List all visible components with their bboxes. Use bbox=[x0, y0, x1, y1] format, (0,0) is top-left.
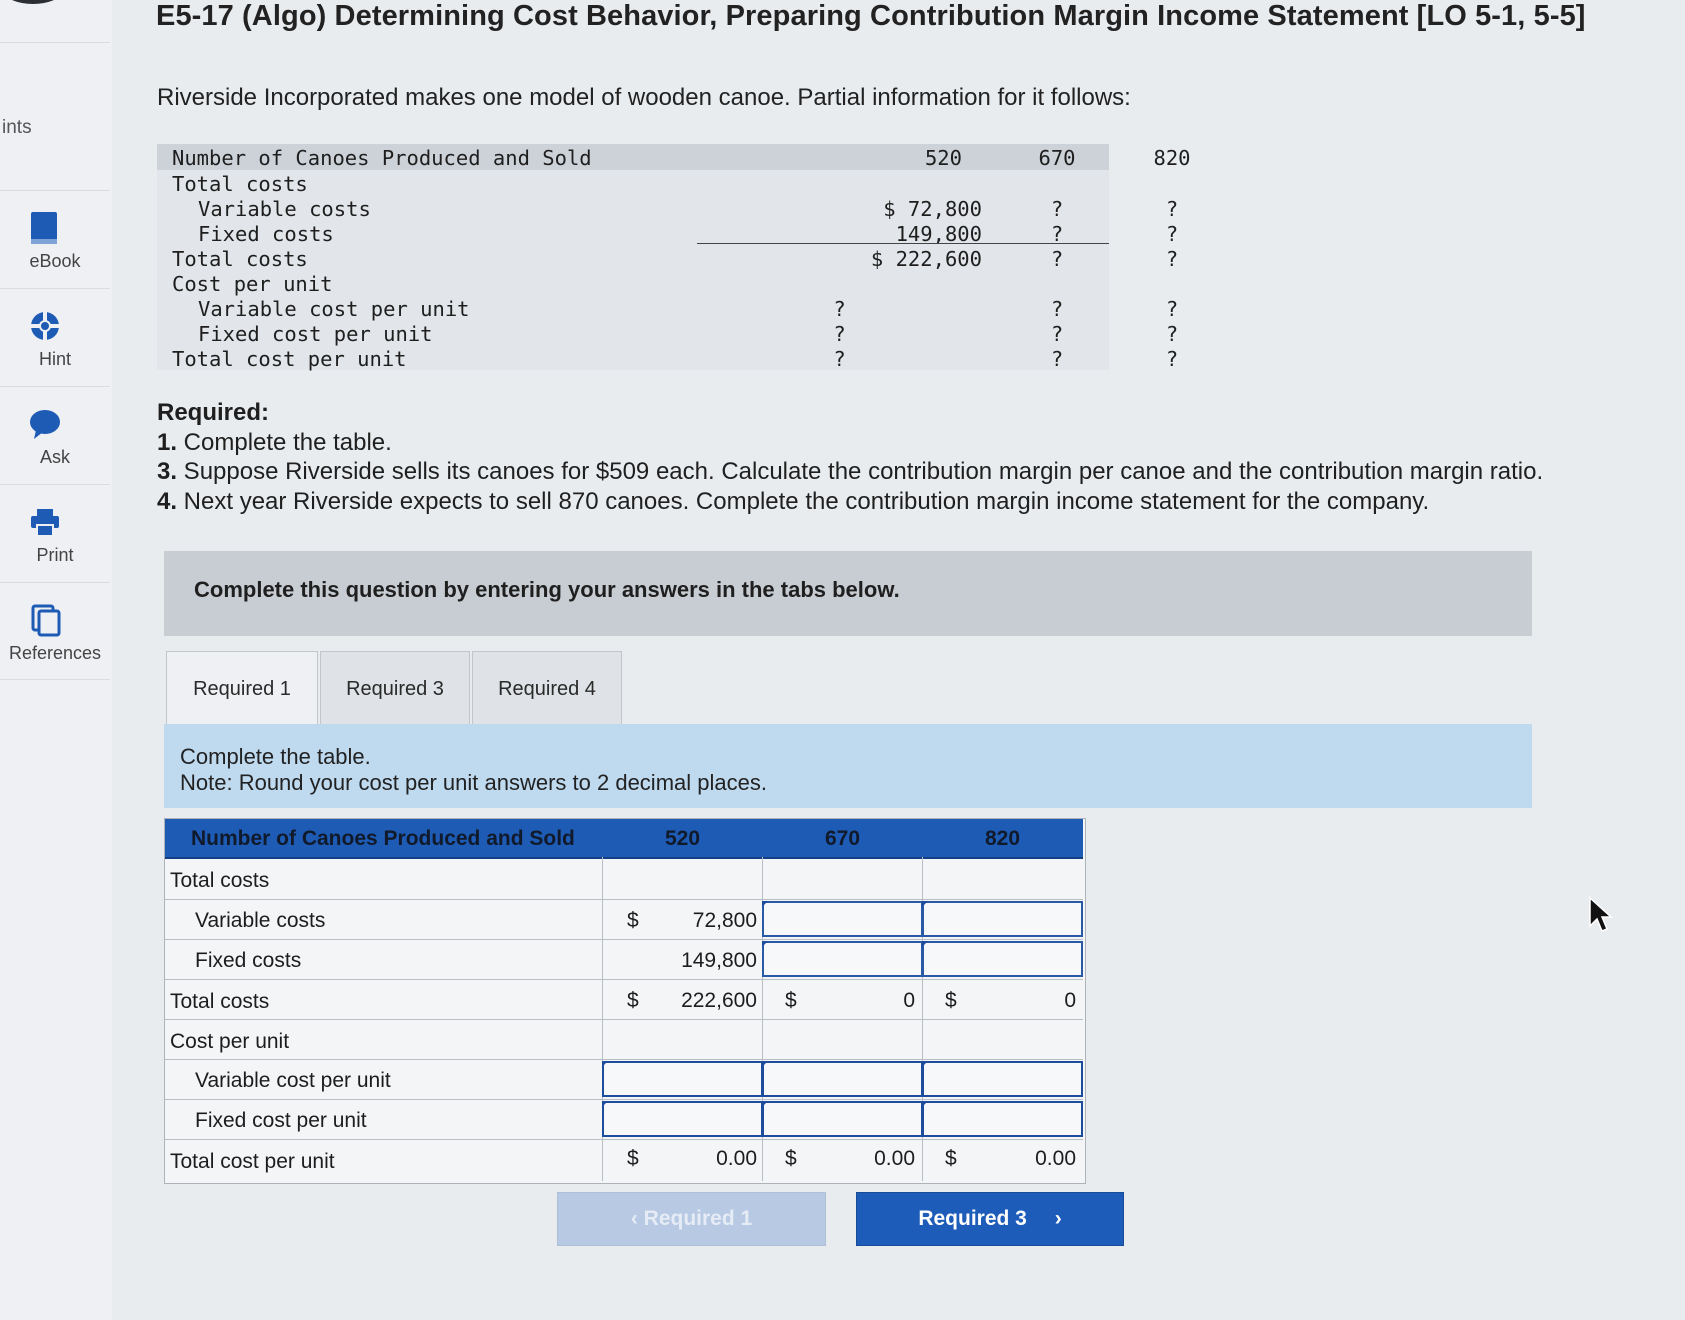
next-required-button[interactable] bbox=[856, 1192, 1124, 1246]
given-cell: ? bbox=[833, 347, 846, 371]
dollar-sign: $ bbox=[627, 1147, 639, 1170]
given-row-label: Total costs bbox=[172, 247, 308, 271]
variable-cost-per-unit-820-input[interactable] bbox=[922, 1061, 1083, 1097]
given-row-label: Total costs bbox=[172, 172, 308, 196]
references-icon bbox=[28, 601, 62, 639]
prev-required-button[interactable] bbox=[557, 1192, 826, 1246]
sidebar-points-label: ints bbox=[2, 117, 32, 138]
given-header-label: Number of Canoes Produced and Sold bbox=[172, 146, 592, 170]
row-label-total-costs-heading: Total costs bbox=[170, 869, 270, 892]
instruction-line: Complete the table. bbox=[180, 744, 371, 769]
row-divider bbox=[165, 939, 1083, 940]
dollar-sign: $ bbox=[945, 989, 957, 1012]
given-row bbox=[157, 170, 1109, 195]
requirement-text: Next year Riverside expects to sell 870 canoes. Complete the contribution margin income statement for the company. bbox=[177, 487, 1430, 515]
header-670: 670 bbox=[825, 827, 861, 850]
page-title: E5-17 (Algo) Determining Cost Behavior, Preparing Contribution Margin Income Statement [LO 5-1, 5-5] bbox=[156, 0, 1586, 32]
requirement-text: Complete the table. bbox=[177, 428, 392, 456]
sidebar-item-ebook[interactable] bbox=[0, 190, 110, 287]
given-cell: ? bbox=[1050, 197, 1064, 221]
fixed-cost-per-unit-520-input[interactable] bbox=[602, 1101, 763, 1137]
ask-icon bbox=[28, 405, 62, 443]
sidebar-item-label: References bbox=[8, 643, 102, 663]
tab-required-3[interactable]: Required 3 bbox=[320, 651, 470, 727]
row-label-variable-costs: Variable costs bbox=[195, 909, 326, 932]
given-row bbox=[157, 345, 1179, 371]
requirement-number: 4. bbox=[157, 487, 178, 515]
given-row bbox=[157, 245, 1179, 271]
variable-costs-820-input[interactable] bbox=[922, 901, 1083, 937]
tab-instructions bbox=[164, 724, 1532, 808]
sidebar-item-label: Print bbox=[36, 545, 74, 565]
given-cell: ? bbox=[1050, 247, 1064, 271]
tab-required-1[interactable]: Required 1 bbox=[166, 651, 318, 728]
given-subtotal-rule bbox=[697, 243, 1109, 244]
given-row-label: Variable cost per unit bbox=[198, 297, 470, 321]
given-header-670: 670 bbox=[1038, 146, 1076, 170]
given-cell: 149,800 bbox=[895, 222, 982, 246]
dollar-sign: $ bbox=[785, 989, 797, 1012]
requirement-number: 1. bbox=[157, 428, 178, 456]
variable-cost-per-unit-670-input[interactable] bbox=[762, 1061, 923, 1097]
given-cell: ? bbox=[1165, 322, 1179, 346]
problem-intro: Riverside Incorporated makes one model of wooden canoe. Partial information for it follows: bbox=[157, 84, 1131, 111]
dollar-sign: $ bbox=[627, 909, 639, 932]
given-cell: ? bbox=[1050, 322, 1064, 346]
given-cell: ? bbox=[1165, 347, 1179, 371]
row-divider bbox=[165, 899, 1083, 900]
row-label-fixed-costs: Fixed costs bbox=[195, 949, 302, 972]
answer-table-header bbox=[165, 819, 1083, 859]
variable-costs-670-input[interactable] bbox=[762, 901, 923, 937]
requirements bbox=[157, 398, 1543, 516]
requirement-text: Suppose Riverside sells its canoes for $509 each. Calculate the contribution margin per canoe and the contribution margin ratio. bbox=[177, 458, 1544, 485]
given-row bbox=[157, 220, 1179, 246]
sidebar-item-label: Ask bbox=[39, 447, 70, 467]
given-header-820: 820 bbox=[1153, 146, 1191, 170]
chevron-right-icon: › bbox=[1054, 1207, 1062, 1230]
total-costs-520: 222,600 bbox=[681, 989, 757, 1012]
sidebar-item-label: Hint bbox=[38, 349, 71, 369]
variable-costs-520: 72,800 bbox=[692, 909, 757, 932]
sidebar-item-hint[interactable] bbox=[0, 288, 110, 385]
fixed-costs-670-input[interactable] bbox=[762, 941, 923, 977]
print-icon bbox=[28, 503, 62, 541]
mouse-cursor-icon bbox=[1588, 896, 1614, 934]
fixed-costs-820-input[interactable] bbox=[922, 941, 1083, 977]
given-cell: ? bbox=[1050, 297, 1064, 321]
row-label-total-costs: Total costs bbox=[170, 990, 270, 1013]
given-cell: ? bbox=[1050, 347, 1064, 371]
ebook-icon bbox=[28, 209, 62, 247]
given-row-label: Fixed costs bbox=[198, 222, 334, 246]
sidebar bbox=[0, 0, 112, 1320]
sidebar-item-print[interactable] bbox=[0, 484, 110, 581]
given-cell: ? bbox=[1165, 197, 1179, 221]
variable-cost-per-unit-520-input[interactable] bbox=[602, 1061, 763, 1097]
given-header-520: 520 bbox=[924, 146, 962, 170]
tab-required-4[interactable]: Required 4 bbox=[472, 651, 622, 727]
instructions-banner bbox=[164, 551, 1532, 636]
given-row-label: Cost per unit bbox=[172, 272, 333, 296]
score-badge bbox=[6, 0, 60, 4]
row-label-cost-per-unit: Cost per unit bbox=[170, 1030, 290, 1053]
rounding-note: Note: Round your cost per unit answers to 2 decimal places. bbox=[180, 770, 767, 795]
total-cost-per-unit-520: 0.00 bbox=[716, 1147, 757, 1170]
given-row bbox=[157, 195, 1179, 221]
prev-button-label: Required 1 bbox=[643, 1207, 753, 1230]
given-cell: $ 222,600 bbox=[870, 247, 982, 271]
answer-table bbox=[164, 818, 1086, 1184]
given-row bbox=[157, 270, 1109, 295]
given-row-label: Fixed cost per unit bbox=[198, 322, 433, 346]
total-costs-670: 0 bbox=[903, 989, 915, 1012]
fixed-cost-per-unit-820-input[interactable] bbox=[922, 1101, 1083, 1137]
dollar-sign: $ bbox=[785, 1147, 797, 1170]
requirement-item bbox=[157, 428, 1543, 458]
given-cell: ? bbox=[833, 322, 846, 346]
chevron-left-icon: ‹ bbox=[630, 1207, 638, 1230]
given-row bbox=[157, 320, 1179, 346]
row-label-variable-cost-per-unit: Variable cost per unit bbox=[195, 1069, 391, 1092]
total-cost-per-unit-820: 0.00 bbox=[1035, 1147, 1076, 1170]
requirement-number: 3. bbox=[157, 458, 178, 485]
fixed-costs-520: 149,800 bbox=[681, 949, 757, 972]
requirement-item bbox=[157, 487, 1543, 517]
row-divider bbox=[165, 1019, 1083, 1020]
total-costs-820: 0 bbox=[1064, 989, 1076, 1012]
given-row bbox=[157, 295, 1179, 321]
row-divider bbox=[165, 979, 1083, 980]
header-label: Number of Canoes Produced and Sold bbox=[191, 827, 575, 850]
banner-text: Complete this question by entering your answers in the tabs below. bbox=[194, 577, 900, 602]
given-table-header bbox=[157, 144, 1191, 170]
given-cell: ? bbox=[1050, 222, 1064, 246]
header-520: 520 bbox=[665, 827, 701, 850]
row-divider bbox=[165, 1139, 1083, 1140]
requirement-item bbox=[157, 457, 1543, 487]
row-divider bbox=[165, 1059, 1083, 1060]
sidebar-item-references[interactable] bbox=[0, 582, 110, 680]
given-cell: ? bbox=[1165, 222, 1179, 246]
header-820: 820 bbox=[985, 827, 1021, 850]
dollar-sign: $ bbox=[945, 1147, 957, 1170]
given-data-table bbox=[157, 144, 1191, 371]
given-row-label: Variable costs bbox=[198, 197, 371, 221]
given-row-label: Total cost per unit bbox=[172, 347, 407, 371]
sidebar-item-ask[interactable] bbox=[0, 386, 110, 483]
dollar-sign: $ bbox=[627, 989, 639, 1012]
given-cell: $ 72,800 bbox=[883, 197, 982, 221]
sidebar-item-label: eBook bbox=[29, 251, 81, 271]
row-label-fixed-cost-per-unit: Fixed cost per unit bbox=[195, 1109, 367, 1132]
row-divider bbox=[165, 1099, 1083, 1100]
given-cell: ? bbox=[833, 297, 846, 321]
given-cell: ? bbox=[1165, 247, 1179, 271]
hint-icon bbox=[28, 307, 62, 345]
given-cell: ? bbox=[1165, 297, 1179, 321]
sidebar-top bbox=[0, 0, 110, 43]
fixed-cost-per-unit-670-input[interactable] bbox=[762, 1101, 923, 1137]
total-cost-per-unit-670: 0.00 bbox=[874, 1147, 915, 1170]
requirements-heading: Required: bbox=[157, 399, 270, 426]
row-label-total-cost-per-unit: Total cost per unit bbox=[170, 1150, 335, 1173]
next-button-label: Required 3 bbox=[918, 1207, 1027, 1230]
